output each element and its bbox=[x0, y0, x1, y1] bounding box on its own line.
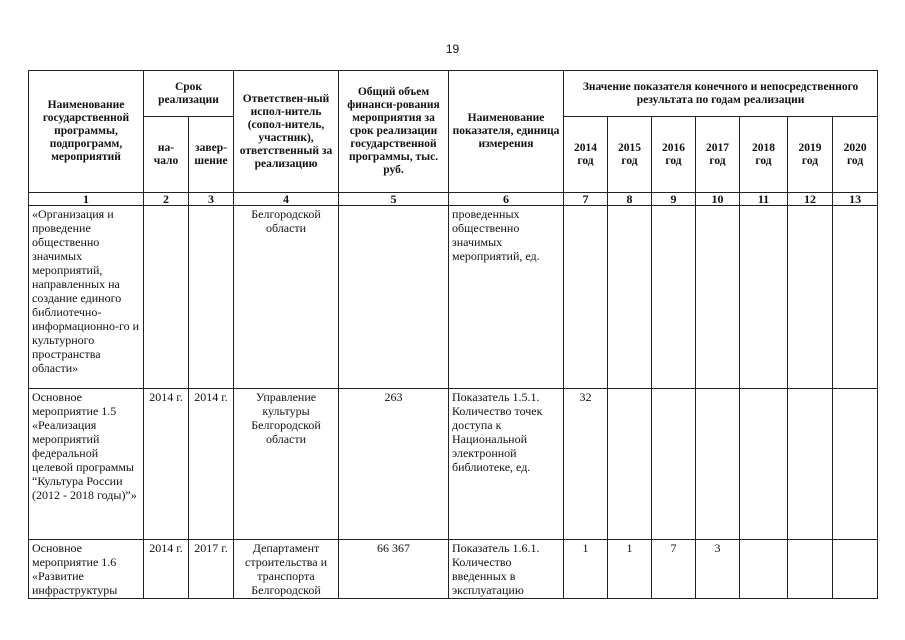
column-number: 5 bbox=[339, 193, 449, 206]
column-number: 9 bbox=[652, 193, 696, 206]
cell-value: 32 bbox=[564, 389, 608, 540]
cell-indicator: проведенных общественно значимых мероприятий, ед. bbox=[449, 206, 564, 389]
cell-value: 3 bbox=[696, 540, 740, 599]
column-number: 13 bbox=[833, 193, 878, 206]
column-number: 8 bbox=[608, 193, 652, 206]
cell-program-name: Основное мероприятие 1.5 «Реализация мероприятий федеральной целевой программы “Культура России (2012 - 2018 годы)”» bbox=[29, 389, 144, 540]
header-start: на- чало bbox=[144, 117, 189, 193]
cell-value bbox=[740, 389, 788, 540]
column-number: 6 bbox=[449, 193, 564, 206]
cell-executor: Департамент строительства и транспорта Белгородской bbox=[234, 540, 339, 599]
cell-value: 1 bbox=[608, 540, 652, 599]
column-number: 4 bbox=[234, 193, 339, 206]
cell-value bbox=[564, 206, 608, 389]
page-number: 19 bbox=[445, 42, 460, 56]
header-year: 2019 год bbox=[788, 117, 833, 193]
cell-value bbox=[652, 389, 696, 540]
column-number: 1 bbox=[29, 193, 144, 206]
column-number: 11 bbox=[740, 193, 788, 206]
program-table bbox=[28, 70, 878, 599]
cell-value bbox=[788, 540, 833, 599]
header-end: завер- шение bbox=[189, 117, 234, 193]
column-number-row bbox=[29, 193, 878, 206]
header-year: 2014 год bbox=[564, 117, 608, 193]
cell-value bbox=[652, 206, 696, 389]
cell-funding: 263 bbox=[339, 389, 449, 540]
column-number: 3 bbox=[189, 193, 234, 206]
header-term: Срок реализации bbox=[144, 71, 234, 117]
cell-value bbox=[608, 206, 652, 389]
cell-value bbox=[608, 389, 652, 540]
table-row bbox=[29, 389, 878, 540]
cell-start: 2014 г. bbox=[144, 540, 189, 599]
cell-value bbox=[833, 206, 878, 389]
column-number: 2 bbox=[144, 193, 189, 206]
cell-value: 1 bbox=[564, 540, 608, 599]
cell-program-name: «Организация и проведение общественно значимых мероприятий, направленных на создание единого библиотечно-информационно-го и культурного пространства области» bbox=[29, 206, 144, 389]
cell-funding bbox=[339, 206, 449, 389]
cell-value bbox=[696, 389, 740, 540]
cell-end: 2017 г. bbox=[189, 540, 234, 599]
header-values: Значение показателя конечного и непосредственного результата по годам реализации bbox=[564, 71, 878, 117]
cell-executor: Белгородской области bbox=[234, 206, 339, 389]
cell-end bbox=[189, 206, 234, 389]
header-year: 2016 год bbox=[652, 117, 696, 193]
header-year: 2018 год bbox=[740, 117, 788, 193]
cell-start bbox=[144, 206, 189, 389]
header-year: 2020 год bbox=[833, 117, 878, 193]
header-year: 2017 год bbox=[696, 117, 740, 193]
cell-indicator: Показатель 1.6.1. Количество введенных в эксплуатацию bbox=[449, 540, 564, 599]
cell-start: 2014 г. bbox=[144, 389, 189, 540]
header-executor: Ответствен-ный испол-нитель (сопол-нитель, участник), ответственный за реализацию bbox=[234, 71, 339, 193]
cell-value: 7 bbox=[652, 540, 696, 599]
column-number: 7 bbox=[564, 193, 608, 206]
table-row bbox=[29, 540, 878, 599]
header-funding: Общий объем финанси-рования мероприятия за срок реализации государственной программы, тыс. руб. bbox=[339, 71, 449, 193]
cell-indicator: Показатель 1.5.1. Количество точек доступа к Национальной электронной библиотеке, ед. bbox=[449, 389, 564, 540]
table-row bbox=[29, 206, 878, 389]
cell-value bbox=[740, 540, 788, 599]
cell-program-name: Основное мероприятие 1.6 «Развитие инфраструктуры bbox=[29, 540, 144, 599]
cell-value bbox=[740, 206, 788, 389]
column-number: 10 bbox=[696, 193, 740, 206]
cell-value bbox=[833, 540, 878, 599]
header-year: 2015 год bbox=[608, 117, 652, 193]
cell-value bbox=[696, 206, 740, 389]
cell-end: 2014 г. bbox=[189, 389, 234, 540]
column-number: 12 bbox=[788, 193, 833, 206]
cell-value bbox=[788, 389, 833, 540]
header-program-name: Наименование государственной программы, подпрограмм, мероприятий bbox=[29, 71, 144, 193]
header-indicator: Наименование показателя, единица измерения bbox=[449, 71, 564, 193]
cell-value bbox=[788, 206, 833, 389]
cell-value bbox=[833, 389, 878, 540]
cell-executor: Управление культуры Белгородской области bbox=[234, 389, 339, 540]
cell-funding: 66 367 bbox=[339, 540, 449, 599]
